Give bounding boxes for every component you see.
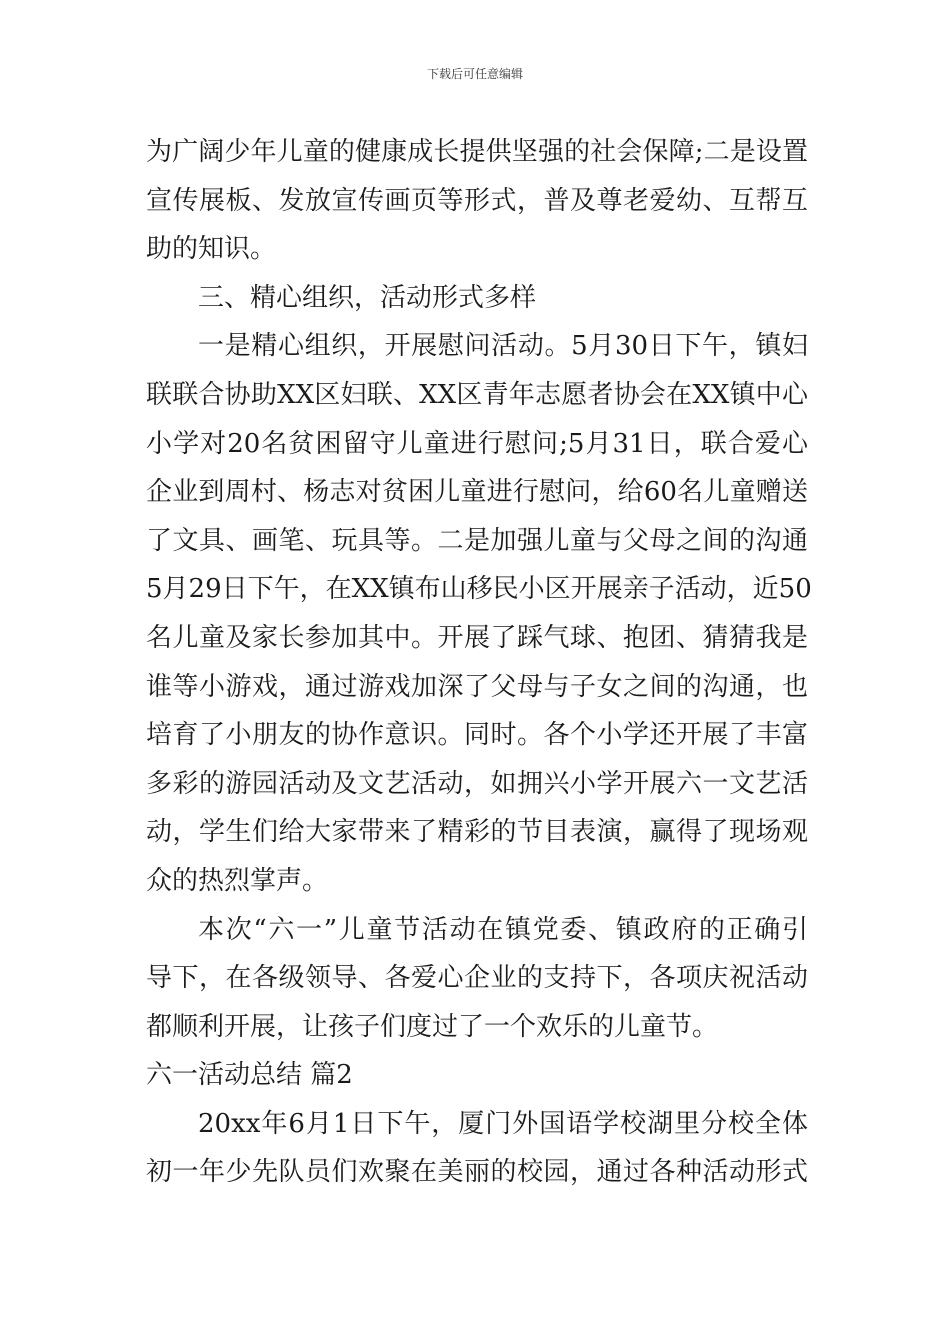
text-line: 导下，在各级领导、各爱心企业的支持下，各项庆祝活动 — [146, 963, 808, 994]
text-line: 初一年少先队员们欢聚在美丽的校园，通过各种活动形式 — [146, 1157, 808, 1188]
text-line: 谁等小游戏，通过游戏加深了父母与子女之间的沟通，也 — [146, 671, 808, 702]
article-title: 六一活动总结 篇2 — [146, 1060, 353, 1091]
text-line: 5月29日下午，在XX镇布山移民小区开展亲子活动，近50 — [146, 574, 812, 605]
text-line: 众的热烈掌声。 — [146, 865, 329, 896]
text-line: 20xx年6月1日下午，厦门外国语学校湖里分校全体 — [198, 1108, 808, 1139]
text-line: 都顺利开展，让孩子们度过了一个欢乐的儿童节。 — [146, 1011, 719, 1042]
text-line: 助的知识。 — [146, 234, 277, 265]
section-heading: 三、精心组织，活动形式多样 — [198, 282, 537, 313]
text-line: 名儿童及家长参加其中。开展了踩气球、抱团、猜猜我是 — [146, 622, 808, 653]
text-line: 动，学生们给大家带来了精彩的节目表演，赢得了现场观 — [146, 817, 808, 848]
text-line: 小学对20名贫困留守儿童进行慰问;5月31日，联合爱心 — [146, 428, 808, 459]
text-line: 了文具、画笔、玩具等。二是加强儿童与父母之间的沟通 — [146, 525, 808, 556]
text-line: 为广阔少年儿童的健康成长提供坚强的社会保障;二是设置 — [146, 137, 808, 167]
text-line: 多彩的游园活动及文艺活动，如拥兴小学开展六一文艺活 — [146, 768, 808, 799]
page-header-note: 下载后可任意编辑 — [426, 67, 523, 81]
document-body — [146, 128, 812, 1197]
text-line: 宣传展板、发放宣传画页等形式，普及尊老爱幼、互帮互 — [146, 185, 808, 216]
text-line: 培育了小朋友的协作意识。同时。各个小学还开展了丰富 — [146, 720, 808, 751]
text-line: 本次“六一”儿童节活动在镇党委、镇政府的正确引 — [198, 914, 808, 945]
text-line: 联联合协助XX区妇联、XX区青年志愿者协会在XX镇中心 — [146, 379, 808, 410]
text-line: 企业到周村、杨志对贫困儿童进行慰问，给60名儿童赠送 — [146, 477, 808, 508]
text-line: 一是精心组织，开展慰问活动。5月30日下午，镇妇 — [198, 331, 808, 362]
